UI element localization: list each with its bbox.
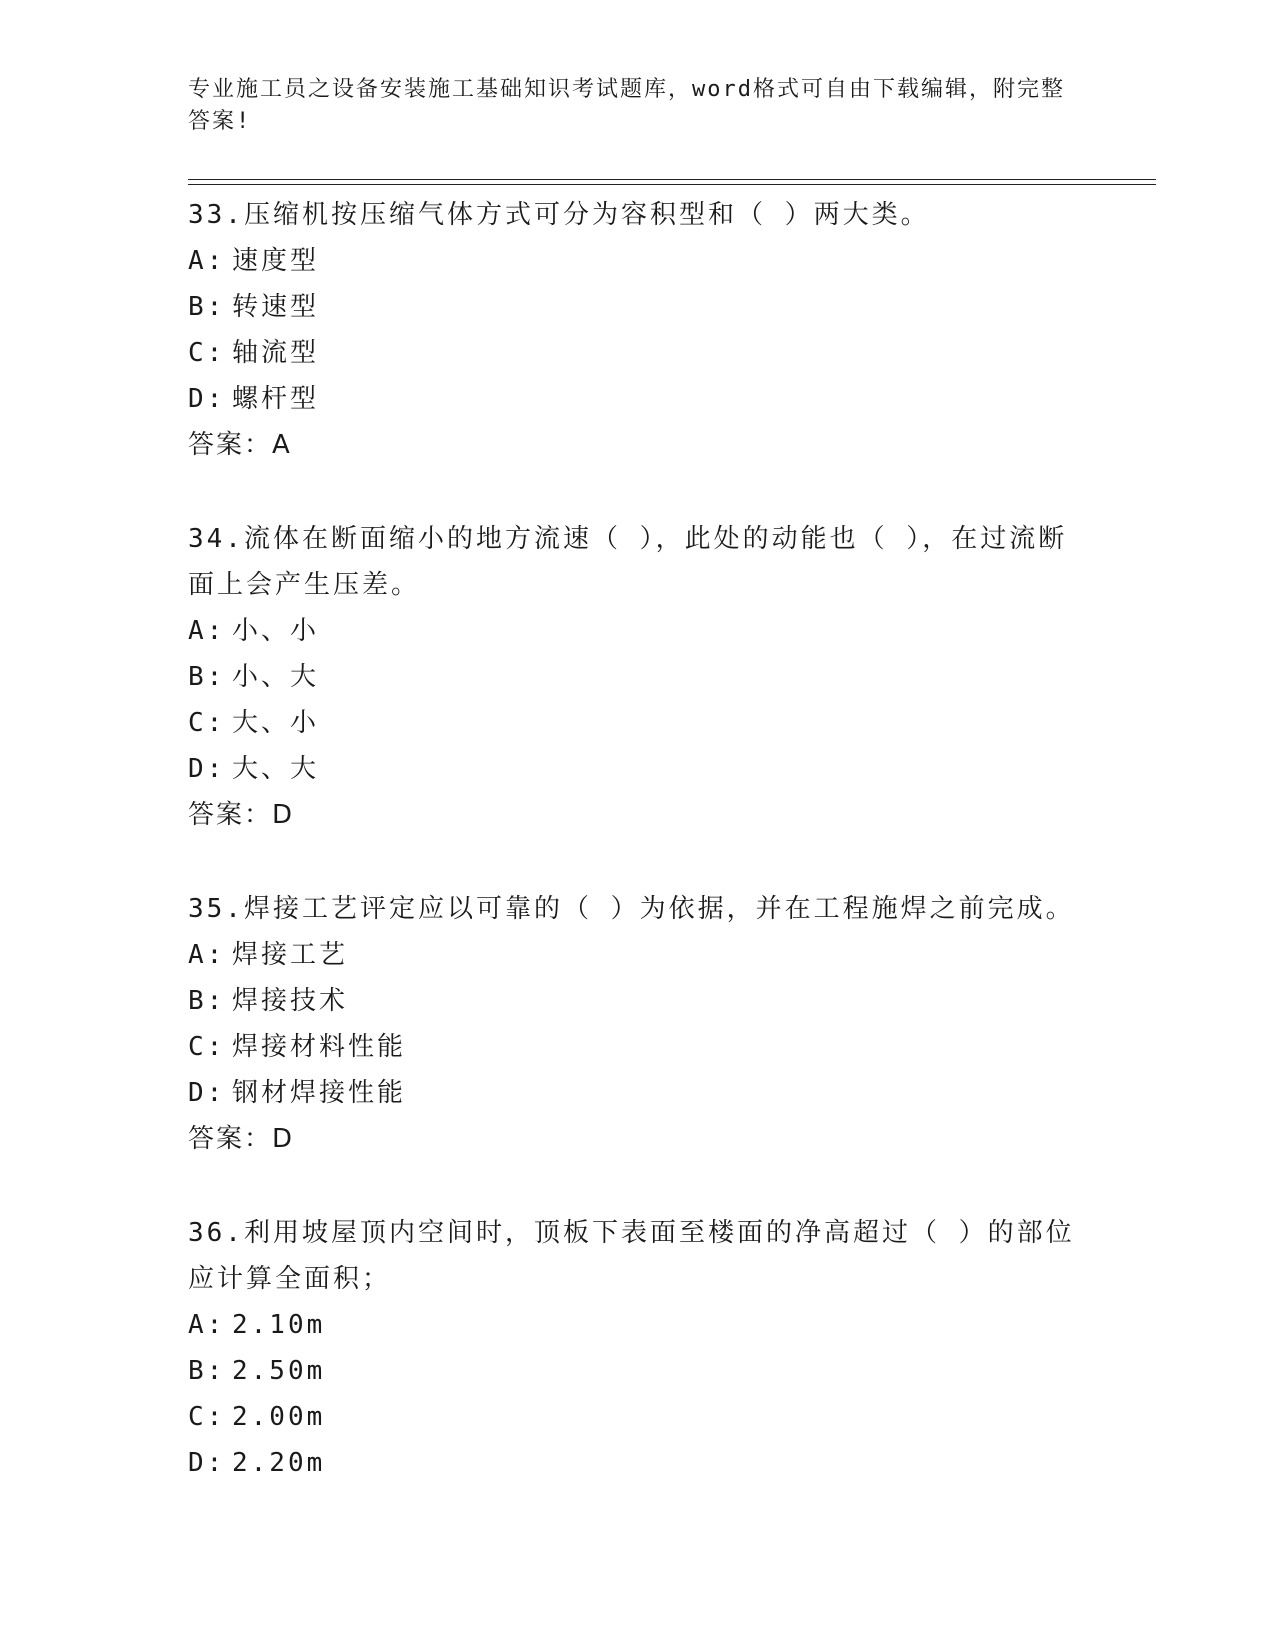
option-letter: C: <box>188 708 226 738</box>
option-text: 大、小 <box>232 708 320 738</box>
option-d <box>188 376 1088 422</box>
option-text: 焊接材料性能 <box>232 1032 407 1062</box>
option-letter: B: <box>188 662 226 692</box>
question-34 <box>188 516 1088 838</box>
option-text: 轴流型 <box>232 338 320 368</box>
option-letter: C: <box>188 1032 226 1062</box>
option-b <box>188 654 1088 700</box>
option-text: 焊接工艺 <box>232 940 349 970</box>
option-c <box>188 330 1088 376</box>
answer-line: 答案：A <box>188 430 292 460</box>
option-text: 2.00m <box>232 1402 326 1432</box>
option-letter: A: <box>188 1310 226 1340</box>
question-stem: 34.流体在断面缩小的地方流速（ ），此处的动能也（ ），在过流断面上会产生压差。 <box>188 524 1068 600</box>
option-text: 2.50m <box>232 1356 326 1386</box>
option-a <box>188 608 1088 654</box>
document-header: 专业施工员之设备安装施工基础知识考试题库，word格式可自由下载编辑，附完整答案! <box>188 77 1065 134</box>
option-letter: C: <box>188 1402 226 1432</box>
option-text: 螺杆型 <box>232 384 320 414</box>
option-letter: B: <box>188 292 226 322</box>
question-stem: 36.利用坡屋顶内空间时，顶板下表面至楼面的净高超过（ ）的部位应计算全面积； <box>188 1218 1075 1294</box>
option-text: 大、大 <box>232 754 320 784</box>
option-letter: B: <box>188 1356 226 1386</box>
option-letter: B: <box>188 986 226 1016</box>
question-stem: 35.焊接工艺评定应以可靠的（ ）为依据，并在工程施焊之前完成。 <box>188 894 1075 924</box>
option-letter: A: <box>188 616 226 646</box>
option-letter: D: <box>188 384 226 414</box>
option-text: 转速型 <box>232 292 320 322</box>
option-letter: A: <box>188 940 226 970</box>
question-list <box>188 192 1088 1534</box>
question-stem: 33.压缩机按压缩气体方式可分为容积型和（ ）两大类。 <box>188 200 930 230</box>
option-text: 小、小 <box>232 616 320 646</box>
option-letter: C: <box>188 338 226 368</box>
option-b <box>188 1348 1088 1394</box>
option-c <box>188 700 1088 746</box>
option-letter: D: <box>188 1448 226 1478</box>
option-d <box>188 746 1088 792</box>
question-36 <box>188 1210 1088 1486</box>
option-a <box>188 932 1088 978</box>
option-text: 小、大 <box>232 662 320 692</box>
option-b <box>188 978 1088 1024</box>
question-33 <box>188 192 1088 468</box>
option-letter: A: <box>188 246 226 276</box>
option-text: 速度型 <box>232 246 320 276</box>
answer-line: 答案：D <box>188 800 295 830</box>
option-text: 2.20m <box>232 1448 326 1478</box>
option-d <box>188 1070 1088 1116</box>
option-text: 钢材焊接性能 <box>232 1078 407 1108</box>
option-letter: D: <box>188 1078 226 1108</box>
option-a <box>188 1302 1088 1348</box>
option-c <box>188 1024 1088 1070</box>
answer-line: 答案：D <box>188 1124 295 1154</box>
option-d <box>188 1440 1088 1486</box>
header-rule-top <box>188 179 1156 180</box>
question-35 <box>188 886 1088 1162</box>
option-text: 焊接技术 <box>232 986 349 1016</box>
option-a <box>188 238 1088 284</box>
option-letter: D: <box>188 754 226 784</box>
option-c <box>188 1394 1088 1440</box>
option-text: 2.10m <box>232 1310 326 1340</box>
option-b <box>188 284 1088 330</box>
header-rule-bottom <box>188 184 1156 185</box>
